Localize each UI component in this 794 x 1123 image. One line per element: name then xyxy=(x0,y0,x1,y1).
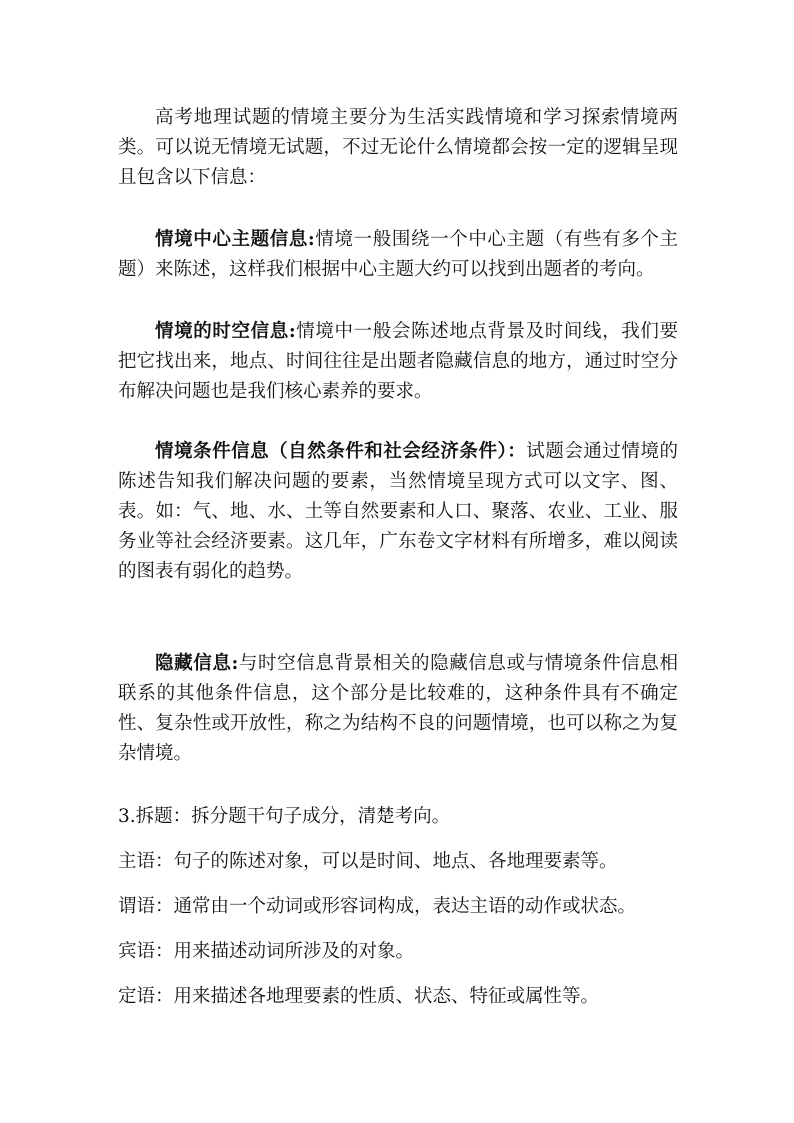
body-spacetime: 情境中一般会陈述地点背景及时间线，我们要把它找出来，地点、时间往往是出题者隐藏信息的地方，通过时空分布解决问题也是我们核心素养的要求。 xyxy=(118,321,678,402)
body-conditions: 试题会通过情境的陈述告知我们解决问题的要素，当然情境呈现方式可以文字、图、表。如：气、地、水、土等自然要素和人口、聚落、农业、工业、服务业等社会经济要素。这几年，广东卷文字材料有所增多，难以阅读的图表有弱化的趋势。 xyxy=(118,441,678,582)
intro-paragraph xyxy=(118,103,678,193)
body-hidden-info: 与时空信息背景相关的隐藏信息或与情境条件信息相联系的其他条件信息，这个部分是比较难的，这种条件具有不确定性、复杂性或开放性，称之为结构不良的问题情境，也可以称之为复杂情境。 xyxy=(118,653,678,764)
paragraph-central-theme xyxy=(118,225,678,285)
intro-text: 高考地理试题的情境主要分为生活实践情境和学习探索情境两类。可以说无情境无试题，不过无论什么情境都会按一定的逻辑呈现且包含以下信息： xyxy=(118,107,678,188)
heading-conditions: 情境条件信息（自然条件和社会经济条件）： xyxy=(155,441,527,462)
paragraph-hidden-info xyxy=(118,649,678,769)
line-attribute: 定语：用来描述各地理要素的性质、状态、特征或属性等。 xyxy=(118,986,600,1007)
paragraph-spacetime xyxy=(118,317,678,407)
line-split-question: 3.拆题：拆分题干句子成分，清楚考向。 xyxy=(118,806,451,827)
heading-spacetime: 情境的时空信息: xyxy=(155,321,296,342)
line-predicate: 谓语：通常由一个动词或形容词构成，表达主语的动作或状态。 xyxy=(118,896,637,917)
line-object: 宾语：用来描述动词所涉及的对象。 xyxy=(118,941,415,962)
body-central-theme: 情境一般围绕一个中心主题（有些有多个主题）来陈述，这样我们根据中心主题大约可以找到出题者的考向。 xyxy=(118,229,678,280)
paragraph-conditions xyxy=(118,437,678,587)
heading-central-theme: 情境中心主题信息: xyxy=(155,229,315,250)
heading-hidden-info: 隐藏信息: xyxy=(155,653,239,674)
line-subject: 主语：句子的陈述对象，可以是时间、地点、各地理要素等。 xyxy=(118,851,618,872)
